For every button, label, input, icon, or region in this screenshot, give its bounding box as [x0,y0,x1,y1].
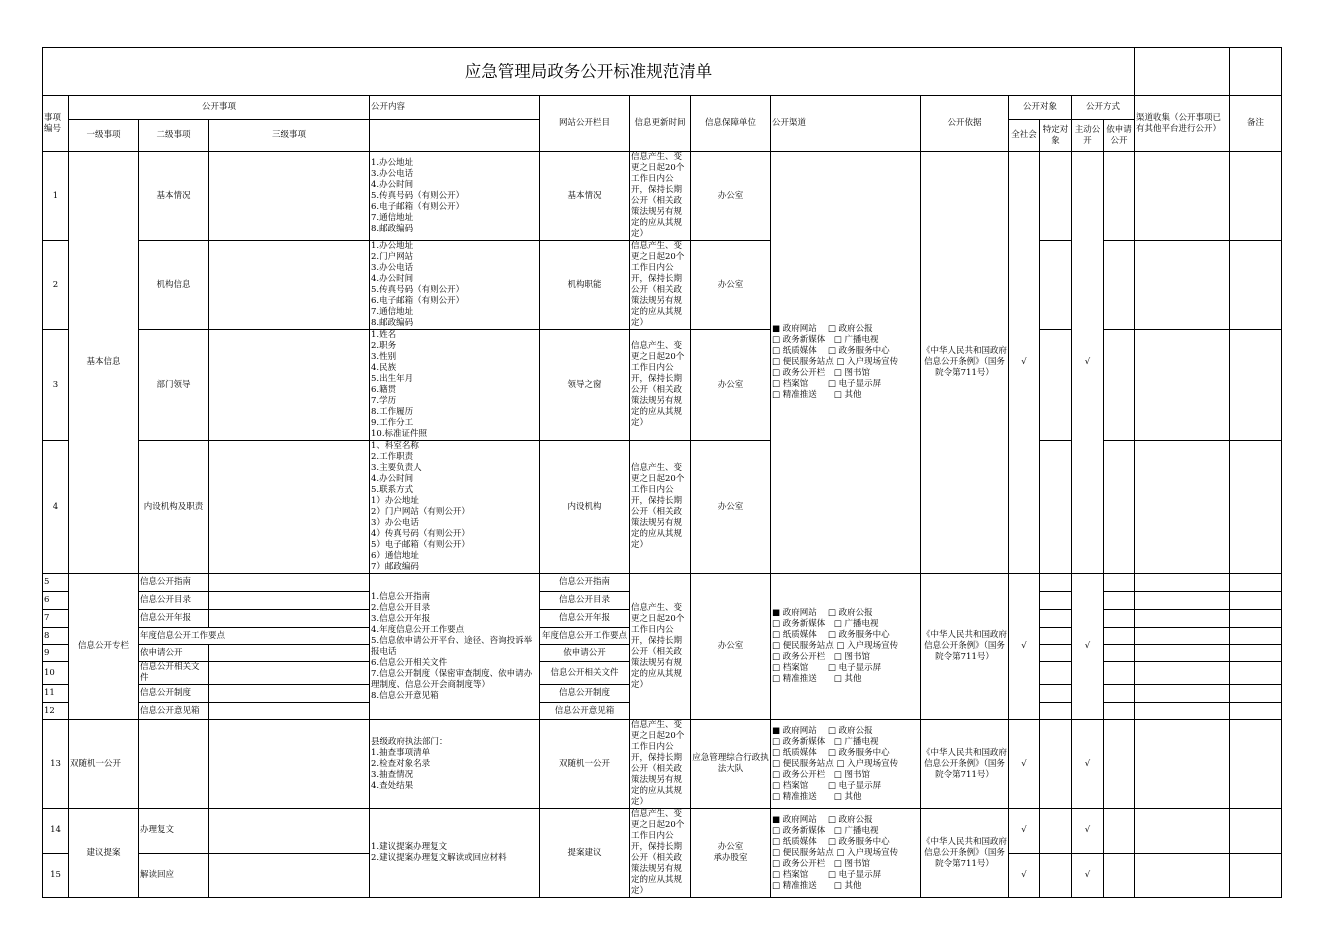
website-column: 年度信息公开工作要点 [540,628,630,645]
empty-cell [1104,628,1135,645]
item-no: 3 [43,330,69,441]
empty-cell [1040,152,1072,241]
empty-cell [1135,703,1230,720]
website-column: 信息公开指南 [540,574,630,592]
item-no: 8 [43,628,69,645]
unit: 应急管理综合行政执法大队 [691,720,771,809]
item-no: 13 [43,720,69,809]
empty-cell [1104,853,1135,898]
empty-cell [370,120,540,152]
empty-cell [1040,610,1072,628]
empty-cell [1040,592,1072,610]
empty-cell [1135,152,1230,241]
basis: 《中华人民共和国政府信息公开条例》（国务院令第711号） [921,809,1009,898]
empty-cell [1040,574,1072,592]
empty-cell [1104,592,1135,610]
empty-cell [1040,241,1072,330]
empty-cell [1104,703,1135,720]
unit: 办公室 [691,441,771,574]
empty-cell [1230,662,1282,685]
level3-item [209,610,370,628]
level2-item: 信息公开意见箱 [139,703,209,720]
table-row [43,809,1282,854]
empty-cell [1104,152,1135,241]
empty-cell [1104,809,1135,854]
item-no: 10 [43,662,69,685]
item-no: 1 [43,152,69,241]
empty-cell [1135,610,1230,628]
basis: 《中华人民共和国政府信息公开条例》（国务院令第711号） [921,152,1009,574]
level2-item: 年度信息公开工作要点 [139,628,370,645]
empty-cell [1040,662,1072,685]
level3-item [209,152,370,241]
public-content: 1.建议提案办理复文 2.建议提案办理复文解读或回应材料 [370,809,540,898]
unit: 办公室 [691,330,771,441]
empty-cell [1135,662,1230,685]
empty-cell [1230,809,1282,854]
website-column: 机构职能 [540,241,630,330]
header-item-no: 事项编号 [43,96,69,152]
level3-item [209,645,370,662]
header-level2: 二级事项 [139,120,209,152]
check-active: √ [1072,853,1104,898]
channel-list: ■ 政府网站 □ 政府公报 □ 政务新媒体 □ 广播电视 □ 纸质媒体 □ 政务服务中心 □ 便民服务站点 □ 入户现场宣传 □ 政务公开栏 □ 图书馆 □ 档案馆 □ 电子显示屏 □ 精准推送 □ 其他 [771,809,921,898]
empty-cell [1040,441,1072,574]
level2-item: 信息公开年报 [139,610,209,628]
empty-cell [1135,809,1230,854]
unit: 办公室 [691,152,771,241]
check-active: √ [1072,574,1104,720]
update-time: 信息产生、变更之日起20个工作日内公开，保持长期公开（相关政策法规另有规定的应从其规定） [630,441,691,574]
header-specific: 特定对象 [1040,120,1072,152]
empty-cell [1230,574,1282,592]
level2-item: 基本情况 [139,152,209,241]
website-column: 信息公开制度 [540,685,630,703]
public-content: 1、科室名称 2.工作职责 3.主要负责人 4.办公时间 5.联系方式 1）办公地址 2）门户网站（有则公开） 3）办公电话 4）传真号码（有则公开） 5）电子邮箱（有则公开） 6）通信地址 7）邮政编码 [370,441,540,574]
public-content: 1.办公地址 2.门户网站 3.办公电话 4.办公时间 5.传真号码（有则公开） 6.电子邮箱（有则公开） 7.通信地址 8.邮政编码 [370,241,540,330]
check-whole-society: √ [1009,720,1040,809]
public-content: 1.办公地址 3.办公电话 4.办公时间 5.传真号码（有则公开） 6.电子邮箱（有则公开） 7.通信地址 8.邮政编码 [370,152,540,241]
header-level3: 三级事项 [209,120,370,152]
level3-item [209,703,370,720]
empty-cell [1040,685,1072,703]
table-row [43,152,1282,241]
website-column: 双随机一公开 [540,720,630,809]
empty-cell [1104,645,1135,662]
empty-cell [1135,48,1230,96]
empty-cell [1230,703,1282,720]
disclosure-table [42,47,1282,898]
check-whole-society: √ [1009,809,1040,854]
empty-cell [1135,720,1230,809]
header-public-items: 公开事项 [69,96,370,120]
empty-cell [1230,720,1282,809]
empty-cell [1040,720,1072,809]
empty-cell [1230,48,1282,96]
header-on-request: 依申请公开 [1104,120,1135,152]
level3-item [209,809,370,854]
empty-cell [1230,330,1282,441]
item-no: 5 [43,574,69,592]
empty-cell [1230,441,1282,574]
empty-cell [1135,853,1230,898]
empty-cell [1230,152,1282,241]
empty-cell [1135,574,1230,592]
empty-cell [1040,645,1072,662]
check-active: √ [1072,720,1104,809]
update-time: 信息产生、变更之日起20个工作日内公开，保持长期公开（相关政策法规另有规定的应从其规定） [630,241,691,330]
item-no: 7 [43,610,69,628]
header-collection: 渠道收集（公开事项已有其他平台进行公开） [1135,96,1230,152]
basis: 《中华人民共和国政府信息公开条例》（国务院令第711号） [921,574,1009,720]
header-unit: 信息保障单位 [691,96,771,152]
empty-cell [1230,592,1282,610]
empty-cell [1040,628,1072,645]
empty-cell [1040,330,1072,441]
header-update-time: 信息更新时间 [630,96,691,152]
public-content: 县级政府执法部门： 1.抽查事项清单 2.检查对象名录 3.抽查情况 4.查处结果 [370,720,540,809]
level2-item: 机构信息 [139,241,209,330]
channel-list: ■ 政府网站 □ 政府公报 □ 政务新媒体 □ 广播电视 □ 纸质媒体 □ 政务服务中心 □ 便民服务站点 □ 入户现场宣传 □ 政务公开栏 □ 图书馆 □ 档案馆 □ 电子显示屏 □ 精准推送 □ 其他 [771,720,921,809]
empty-cell [1135,628,1230,645]
public-content: 1.姓名 2.职务 3.性别 4.民族 5.出生年月 6.籍贯 7.学历 8.工作履历 9.工作分工 10.标准证件照 [370,330,540,441]
header-basis: 公开依据 [921,96,1009,152]
basis: 《中华人民共和国政府信息公开条例》（国务院令第711号） [921,720,1009,809]
empty-cell [1104,610,1135,628]
empty-cell [1230,241,1282,330]
update-time: 信息产生、变更之日起20个工作日内公开，保持长期公开（相关政策法规另有规定的应从其规定） [630,574,691,720]
level1-item: 基本信息 [69,152,139,574]
item-no: 6 [43,592,69,610]
website-column: 基本情况 [540,152,630,241]
empty-cell [1135,685,1230,703]
website-column: 信息公开相关文件 [540,662,630,685]
website-column: 信息公开年报 [540,610,630,628]
website-column: 领导之窗 [540,330,630,441]
item-no: 4 [43,441,69,574]
level3-item [209,853,370,898]
level2-item: 内设机构及职责 [139,441,209,574]
header-content: 公开内容 [370,96,540,120]
empty-cell [1135,241,1230,330]
website-column: 依申请公开 [540,645,630,662]
empty-cell [1135,330,1230,441]
empty-cell [1230,853,1282,898]
website-column: 内设机构 [540,441,630,574]
level3-item [209,330,370,441]
website-column: 信息公开意见箱 [540,703,630,720]
website-column: 提案建议 [540,809,630,898]
check-whole-society: √ [1009,152,1040,574]
level2-item: 解读回应 [139,853,209,898]
header-column: 网站公开栏目 [540,96,630,152]
level2-item: 信息公开指南 [139,574,209,592]
level1-item: 信息公开专栏 [69,574,139,720]
level3-item [209,441,370,574]
page-title: 应急管理局政务公开标准规范清单 [43,48,1135,96]
empty-cell [1104,720,1135,809]
item-no: 12 [43,703,69,720]
level2-item: 信息公开目录 [139,592,209,610]
empty-cell [1040,809,1072,854]
level2-item: 办理复文 [139,809,209,854]
empty-cell [1135,645,1230,662]
check-whole-society: √ [1009,853,1040,898]
level3-item [209,662,370,685]
level1-item: 建议提案 [69,809,139,898]
empty-cell [1104,241,1135,330]
empty-cell [1040,853,1072,898]
level3-item [209,720,370,809]
channel-list: ■ 政府网站 □ 政府公报 □ 政务新媒体 □ 广播电视 □ 纸质媒体 □ 政务服务中心 □ 便民服务站点 □ 入户现场宣传 □ 政务公开栏 □ 图书馆 □ 档案馆 □ 电子显示屏 □ 精准推送 □ 其他 [771,574,921,720]
header-target: 公开对象 [1009,96,1072,120]
level2-item: 部门领导 [139,330,209,441]
level3-item [209,574,370,592]
empty-cell [1104,441,1135,574]
check-active: √ [1072,152,1104,574]
empty-cell [1230,645,1282,662]
update-time: 信息产生、变更之日起20个工作日内公开，保持长期公开（相关政策法规另有规定的应从其规定） [630,809,691,898]
table-row [43,574,1282,592]
empty-cell [1040,703,1072,720]
table-row [43,720,1282,809]
item-no: 14 [43,809,69,854]
unit: 办公室 [691,574,771,720]
website-column: 信息公开目录 [540,592,630,610]
level2-item: 依申请公开 [139,645,209,662]
level1-item: 双随机一公开 [69,720,139,809]
header-active: 主动公开 [1072,120,1104,152]
level2-item: 信息公开制度 [139,685,209,703]
header-whole-society: 全社会 [1009,120,1040,152]
item-no: 2 [43,241,69,330]
unit: 办公室 承办股室 [691,809,771,898]
check-active: √ [1072,809,1104,854]
header-remark: 备注 [1230,96,1282,152]
empty-cell [1104,662,1135,685]
level2-item [139,720,209,809]
level3-item [209,685,370,703]
level3-item [209,241,370,330]
level3-item [209,592,370,610]
item-no: 15 [43,853,69,898]
empty-cell [1104,574,1135,592]
empty-cell [1230,628,1282,645]
update-time: 信息产生、变更之日起20个工作日内公开，保持长期公开（相关政策法规另有规定的应从其规定） [630,152,691,241]
empty-cell [1230,610,1282,628]
update-time: 信息产生、变更之日起20个工作日内公开，保持长期公开（相关政策法规另有规定的应从其规定） [630,330,691,441]
unit: 办公室 [691,241,771,330]
empty-cell [1104,330,1135,441]
header-method: 公开方式 [1072,96,1135,120]
item-no: 9 [43,645,69,662]
empty-cell [1135,592,1230,610]
empty-cell [1135,441,1230,574]
level2-item: 信息公开相关文件 [139,662,209,685]
header-level1: 一级事项 [69,120,139,152]
public-content: 1.信息公开指南 2.信息公开目录 3.信息公开年报 4.年度信息公开工作要点 5.信息依申请公开平台、途径、咨询投诉举报电话 6.信息公开相关文件 7.信息公开制度（保密审查制度、依申请办理制度、信息公开会商制度等） 8.信息公开意见箱 [370,574,540,720]
update-time: 信息产生、变更之日起20个工作日内公开，保持长期公开（相关政策法规另有规定的应从其规定） [630,720,691,809]
header-channel: 公开渠道 [771,96,921,152]
empty-cell [1104,685,1135,703]
item-no: 11 [43,685,69,703]
empty-cell [1230,685,1282,703]
check-whole-society: √ [1009,574,1040,720]
channel-list: ■ 政府网站 □ 政府公报 □ 政务新媒体 □ 广播电视 □ 纸质媒体 □ 政务服务中心 □ 便民服务站点 □ 入户现场宣传 □ 政务公开栏 □ 图书馆 □ 档案馆 □ 电子显示屏 □ 精准推送 □ 其他 [771,152,921,574]
